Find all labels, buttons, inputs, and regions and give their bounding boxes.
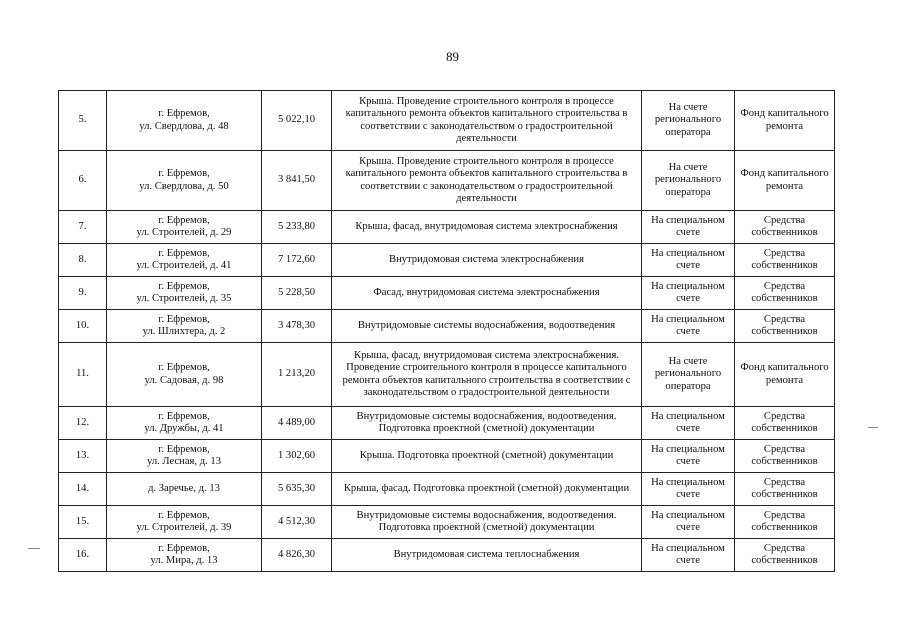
address-cell-text: ул. Строителей, д. 39 — [136, 522, 232, 533]
row-number-text: 7. — [78, 220, 87, 232]
funding-source-cell-text: Средства собственников — [751, 443, 818, 467]
table-row — [59, 506, 835, 539]
works-cell — [332, 539, 642, 572]
table-row — [59, 310, 835, 343]
row-number-text: 10. — [75, 319, 90, 331]
account-cell — [642, 277, 735, 310]
row-number — [59, 473, 107, 506]
works-cell-text: Внутридомовая система электроснабжения — [389, 253, 584, 265]
row-number-text: 12. — [75, 416, 90, 428]
works-cell-text: Фасад, внутридомовая система электроснабжения — [373, 286, 600, 298]
funding-source-cell-text: Средства собственников — [751, 280, 818, 304]
address-cell-text: г. Ефремов, — [158, 247, 210, 259]
row-number — [59, 211, 107, 244]
funding-source-cell-text: Средства собственников — [751, 214, 818, 238]
table-row — [59, 407, 835, 440]
area-cell-text: 1 302,60 — [277, 449, 316, 461]
funding-source-cell-text: Фонд капитального ремонта — [740, 108, 829, 132]
funding-source-cell — [735, 91, 835, 151]
address-cell — [107, 343, 262, 407]
area-cell-text: 4 489,00 — [277, 416, 316, 428]
area-cell-text: 7 172,60 — [277, 253, 316, 265]
funding-source-cell — [735, 539, 835, 572]
table-row — [59, 244, 835, 277]
area-cell — [262, 343, 332, 407]
area-cell-text: 3 478,30 — [277, 319, 316, 331]
address-cell-text: ул. Мира, д. 13 — [150, 555, 218, 566]
account-cell-text: На специальном счете — [651, 247, 725, 271]
account-cell — [642, 343, 735, 407]
area-cell-text: 4 512,30 — [277, 515, 316, 527]
row-number-text: 6. — [78, 174, 87, 186]
address-cell-text: г. Ефремов, — [158, 362, 210, 374]
funding-source-cell — [735, 440, 835, 473]
area-cell — [262, 91, 332, 151]
area-cell — [262, 440, 332, 473]
address-cell-text: г. Ефремов, — [158, 168, 210, 180]
account-cell — [642, 244, 735, 277]
address-cell-text: ул. Строителей, д. 29 — [136, 227, 232, 238]
address-cell — [107, 211, 262, 244]
funding-source-cell-text: Средства собственников — [751, 542, 818, 566]
row-number-text: 5. — [78, 114, 87, 126]
address-cell-text: г. Ефремов, — [158, 443, 210, 455]
row-number — [59, 91, 107, 151]
works-cell — [332, 277, 642, 310]
row-number — [59, 244, 107, 277]
account-cell — [642, 539, 735, 572]
works-cell — [332, 343, 642, 407]
area-cell — [262, 310, 332, 343]
account-cell-text: На специальном счете — [651, 443, 725, 467]
funding-source-cell-text: Средства собственников — [751, 247, 818, 271]
funding-source-cell — [735, 310, 835, 343]
account-cell-text: На специальном счете — [651, 542, 725, 566]
account-cell — [642, 91, 735, 151]
funding-source-cell — [735, 244, 835, 277]
funding-source-cell — [735, 407, 835, 440]
funding-source-cell-text: Средства собственников — [751, 313, 818, 337]
table-row — [59, 277, 835, 310]
repair-program-table — [58, 90, 835, 572]
address-cell — [107, 473, 262, 506]
table-row — [59, 440, 835, 473]
row-number-text: 13. — [75, 449, 90, 461]
address-cell — [107, 151, 262, 211]
row-number — [59, 151, 107, 211]
table-row — [59, 211, 835, 244]
funding-source-cell-text: Фонд капитального ремонта — [740, 168, 829, 192]
row-number-text: 14. — [75, 482, 90, 494]
area-cell — [262, 211, 332, 244]
works-cell — [332, 440, 642, 473]
works-cell-text: Внутридомовая система теплоснабжения — [393, 548, 580, 560]
table-row — [59, 473, 835, 506]
works-cell-text: Крыша. Проведение строительного контроля в процессе капитального ремонта объектов капитального строительства в соответствии с законодательством о градостроительной деятельности — [345, 156, 628, 204]
account-cell-text: На специальном счете — [651, 280, 725, 304]
account-cell — [642, 310, 735, 343]
account-cell — [642, 211, 735, 244]
account-cell — [642, 473, 735, 506]
works-cell-text: Крыша, фасад, внутридомовая система электроснабжения. Проведение строительного контроля в процессе капитального ремонта объектов капитального строительства в соответствии с законодательством о градостроительной деятельности — [342, 350, 631, 398]
row-number — [59, 407, 107, 440]
works-cell — [332, 473, 642, 506]
table-row — [59, 151, 835, 211]
address-cell-text: ул. Строителей, д. 41 — [136, 260, 232, 271]
account-cell — [642, 407, 735, 440]
address-cell-text: г. Ефремов, — [158, 509, 210, 521]
works-cell-text: Крыша. Подготовка проектной (сметной) документации — [359, 449, 614, 461]
area-cell-text: 4 826,30 — [277, 548, 316, 560]
works-cell-text: Внутридомовые системы водоснабжения, водоотведения. Подготовка проектной (сметной) документации — [356, 410, 617, 434]
table-row — [59, 343, 835, 407]
row-number — [59, 539, 107, 572]
address-cell-text: г. Ефремов, — [158, 313, 210, 325]
funding-source-cell — [735, 211, 835, 244]
row-number — [59, 310, 107, 343]
margin-mark — [868, 427, 878, 428]
address-cell-text: ул. Шлихтера, д. 2 — [142, 326, 226, 337]
address-cell-text: ул. Строителей, д. 35 — [136, 293, 232, 304]
row-number — [59, 440, 107, 473]
funding-source-cell-text: Средства собственников — [751, 476, 818, 500]
address-cell — [107, 277, 262, 310]
account-cell — [642, 506, 735, 539]
row-number — [59, 506, 107, 539]
address-cell — [107, 91, 262, 151]
table-row — [59, 539, 835, 572]
address-cell-text: г. Ефремов, — [158, 280, 210, 292]
address-cell-text: ул. Свердлова, д. 48 — [139, 120, 229, 132]
address-cell-text: ул. Дружбы, д. 41 — [144, 423, 224, 434]
address-cell-text: г. Ефремов, — [158, 214, 210, 226]
works-cell — [332, 91, 642, 151]
address-cell-text: г. Ефремов, — [158, 108, 210, 120]
area-cell-text: 5 635,30 — [277, 482, 316, 494]
page-number: 89 — [446, 49, 459, 64]
funding-source-cell — [735, 473, 835, 506]
works-cell — [332, 211, 642, 244]
area-cell — [262, 539, 332, 572]
works-cell-text: Внутридомовые системы водоснабжения, водоотведения — [357, 319, 616, 331]
area-cell-text: 1 213,20 — [277, 368, 316, 380]
row-number-text: 8. — [78, 253, 87, 265]
account-cell-text: На счете регионального оператора — [654, 356, 722, 392]
funding-source-cell-text: Фонд капитального ремонта — [740, 362, 829, 386]
account-cell-text: На специальном счете — [651, 476, 725, 500]
address-cell — [107, 539, 262, 572]
area-cell-text: 5 228,50 — [277, 286, 316, 298]
account-cell-text: На специальном счете — [651, 410, 725, 434]
works-cell-text: Внутридомовые системы водоснабжения, водоотведения. Подготовка проектной (сметной) документации — [356, 509, 617, 533]
area-cell — [262, 244, 332, 277]
margin-mark — [28, 548, 40, 549]
address-cell-text: ул. Лесная, д. 13 — [146, 456, 222, 467]
area-cell — [262, 277, 332, 310]
works-cell-text: Крыша, фасад. Подготовка проектной (сметной) документации — [343, 482, 630, 494]
works-cell — [332, 244, 642, 277]
row-number — [59, 277, 107, 310]
address-cell — [107, 407, 262, 440]
funding-source-cell — [735, 343, 835, 407]
area-cell — [262, 473, 332, 506]
address-cell-text: ул. Свердлова, д. 50 — [139, 180, 229, 192]
funding-source-cell-text: Средства собственников — [751, 410, 818, 434]
row-number-text: 16. — [75, 548, 90, 560]
works-cell-text: Крыша, фасад, внутридомовая система электроснабжения — [355, 220, 618, 232]
address-cell-text: г. Ефремов, — [158, 410, 210, 422]
funding-source-cell — [735, 151, 835, 211]
table-body — [59, 91, 835, 572]
address-cell — [107, 440, 262, 473]
works-cell — [332, 310, 642, 343]
works-cell — [332, 151, 642, 211]
row-number-text: 15. — [75, 515, 90, 527]
area-cell — [262, 151, 332, 211]
funding-source-cell — [735, 277, 835, 310]
row-number-text: 11. — [76, 368, 89, 380]
row-number — [59, 343, 107, 407]
address-cell — [107, 506, 262, 539]
works-cell — [332, 407, 642, 440]
account-cell-text: На специальном счете — [651, 509, 725, 533]
area-cell — [262, 506, 332, 539]
funding-source-cell — [735, 506, 835, 539]
area-cell-text: 5 233,80 — [277, 220, 316, 232]
account-cell-text: На счете регионального оператора — [654, 102, 722, 138]
works-cell — [332, 506, 642, 539]
address-cell-text: г. Ефремов, — [158, 542, 210, 554]
address-cell-text: ул. Садовая, д. 98 — [144, 374, 224, 386]
area-cell-text: 3 841,50 — [277, 174, 316, 186]
account-cell-text: На специальном счете — [651, 214, 725, 238]
address-cell — [107, 244, 262, 277]
row-number-text: 9. — [78, 286, 87, 298]
address-cell-text: д. Заречье, д. 13 — [148, 482, 220, 494]
funding-source-cell-text: Средства собственников — [751, 509, 818, 533]
account-cell — [642, 440, 735, 473]
table-row — [59, 91, 835, 151]
account-cell-text: На специальном счете — [651, 313, 725, 337]
address-cell — [107, 310, 262, 343]
account-cell — [642, 151, 735, 211]
account-cell-text: На счете регионального оператора — [654, 162, 722, 198]
works-cell-text: Крыша. Проведение строительного контроля в процессе капитального ремонта объектов капитального строительства в соответствии с законодательством о градостроительной деятельности — [345, 96, 628, 144]
area-cell — [262, 407, 332, 440]
area-cell-text: 5 022,10 — [277, 114, 316, 126]
